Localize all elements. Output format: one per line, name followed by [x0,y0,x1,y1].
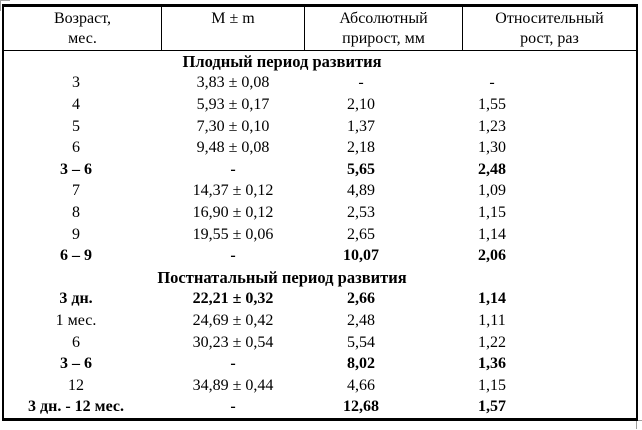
cell: 24,69 ± 0,42 [192,311,274,329]
cell: 1,23 [478,117,506,135]
cell: 30,23 ± 0,54 [192,333,274,351]
cell: 1,22 [478,333,506,351]
cell: 16,90 ± 0,12 [192,203,274,221]
table-body [4,51,636,418]
cell: 3 – 6 [60,355,92,373]
cell: 3 – 6 [60,160,92,178]
cell: 3,83 ± 0,08 [196,74,270,92]
cell: 5 [72,117,80,135]
table-row [4,397,636,419]
cell: 2,06 [478,247,506,265]
table-header-row [4,7,636,51]
header-line: Относительный [495,10,604,27]
table-row [4,137,636,159]
cell: 5,54 [347,333,375,351]
header-line: прирост, мм [342,30,425,47]
cell: 10,07 [343,247,379,265]
cell: 1,14 [478,290,506,308]
cell: 6 [72,139,80,157]
cell: 1,09 [478,182,506,200]
cell: 1,14 [478,225,506,243]
cell: 7,30 ± 0,10 [196,117,270,135]
table-row [4,159,636,181]
cell: 9 [72,225,80,243]
cell: 22,21 ± 0,32 [192,290,274,308]
cell: 2,10 [347,95,375,113]
cell: 4,66 [347,376,375,394]
cell: 8,02 [347,355,375,373]
table-row [4,310,636,332]
table-row [4,289,636,311]
cell: 12,68 [343,398,379,416]
cell: 1,30 [478,139,506,157]
cell: 1,57 [478,398,506,416]
cell: - [230,355,236,373]
header-absolute-growth-column [305,7,463,50]
header-line: M ± m [211,10,255,27]
cell: 2,48 [347,311,375,329]
table-row [4,375,636,397]
section-title: Плодный период развития [182,51,382,71]
cell: 2,48 [478,160,506,178]
header-line: рост, раз [520,30,579,47]
cell: - [489,74,495,92]
header-line: Абсолютный [339,10,428,27]
table-row [4,245,636,267]
table-row [4,73,636,95]
cell: 6 – 9 [60,247,92,265]
cell: 1,11 [478,311,506,329]
table-row [4,94,636,116]
cell: 8 [72,203,80,221]
cell: - [230,398,236,416]
cell: 34,89 ± 0,44 [192,376,274,394]
header-relative-growth-column [463,7,636,50]
table-row [4,202,636,224]
section-row [4,267,636,289]
table-row [4,116,636,138]
header-age-column [4,7,162,50]
cell: 2,65 [347,225,375,243]
cell: 14,37 ± 0,12 [192,182,274,200]
section-row [4,51,636,73]
cell: 12 [68,376,84,394]
growth-table [2,4,638,421]
table-resize-handle [636,420,642,429]
cell: 3 дн. [59,290,93,308]
cell: 9,48 ± 0,08 [196,139,270,157]
cell: 1,15 [478,203,506,221]
cell: 1,15 [478,376,506,394]
cell: 7 [72,182,80,200]
cell: 19,55 ± 0,06 [192,225,274,243]
cell: 3 дн. - 12 мес. [28,398,124,416]
cell: - [358,74,364,92]
table-row [4,224,636,246]
cell: - [230,247,236,265]
cell: 2,53 [347,203,375,221]
cell: 1,55 [478,95,506,113]
table-row [4,353,636,375]
cell: 4,89 [347,182,375,200]
cell: 2,66 [347,290,375,308]
cell: 6 [72,333,80,351]
cell: 5,65 [347,160,375,178]
cell: 1 мес. [55,311,97,329]
cell: 5,93 ± 0,17 [196,95,270,113]
header-line: мес. [68,30,97,47]
cell: 3 [72,74,80,92]
table-row [4,332,636,354]
cell: 1,36 [478,355,506,373]
cell: 4 [72,95,80,113]
table-row [4,181,636,203]
cell: - [230,160,236,178]
header-line: Возраст, [54,10,111,27]
cell: 2,18 [347,139,375,157]
header-mean-column [162,7,305,50]
cell: 1,37 [347,117,375,135]
section-title: Постнатальный период развития [157,267,407,287]
